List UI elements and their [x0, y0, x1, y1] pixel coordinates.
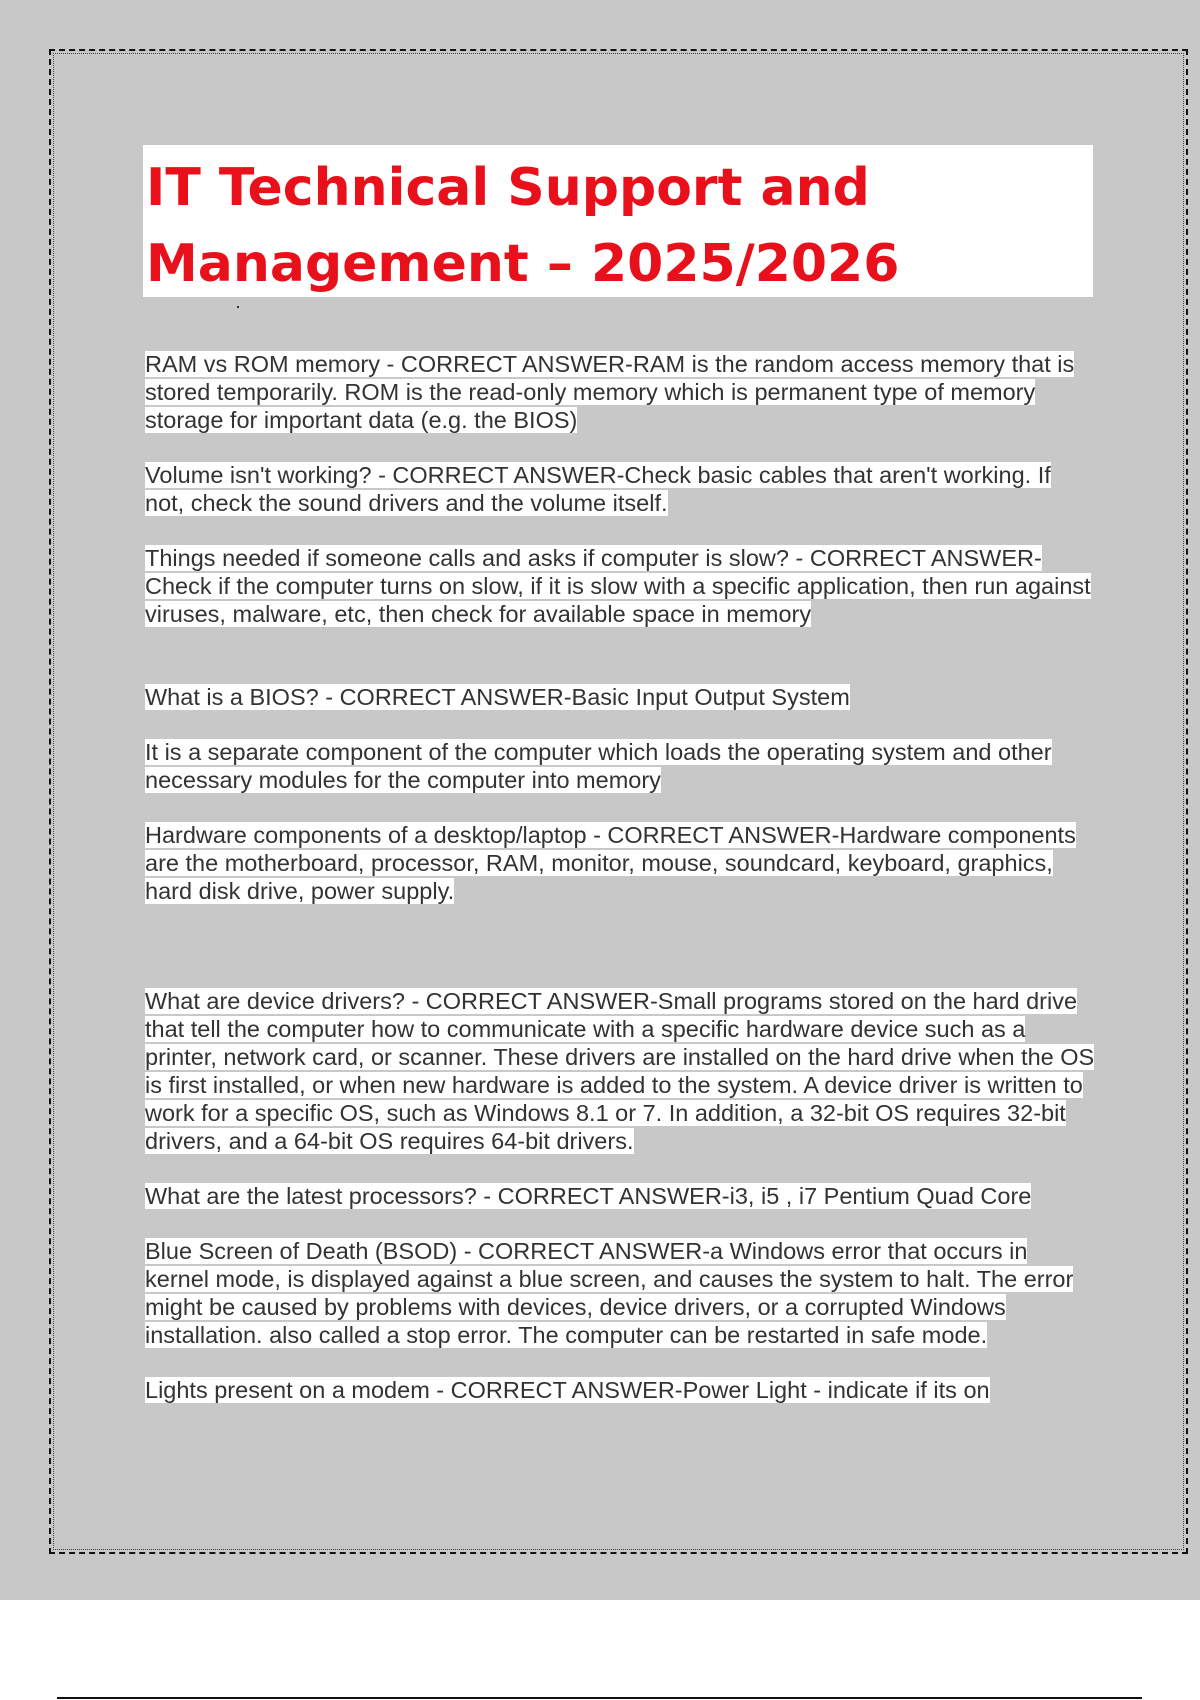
paragraph-hardware-components — [145, 821, 1095, 905]
paragraph-text: Things needed if someone calls and asks if computer is slow? - CORRECT ANSWER-Check if the computer turns on slow, if it is slow with a specific application, then run against viruses, malware, etc, then check for available space in memory — [145, 545, 1091, 627]
paragraph-volume — [145, 461, 1095, 517]
paragraph-text: Blue Screen of Death (BSOD) - CORRECT ANSWER-a Windows error that occurs in kernel mode, is displayed against a blue screen, and causes the system to halt. The error might be caused by problems with devices, device drivers, or a corrupted Windows installation. also called a stop error. The computer can be restarted in safe mode. — [145, 1238, 1074, 1348]
paragraph-text: What is a BIOS? - CORRECT ANSWER-Basic Input Output System — [145, 684, 850, 710]
paragraph-text: RAM vs ROM memory - CORRECT ANSWER-RAM is the random access memory that is stored temporarily. ROM is the read-only memory which is permanent type of memory storage for important data (e.g. the BIOS) — [145, 351, 1075, 433]
paragraph-text: Hardware components of a desktop/laptop - CORRECT ANSWER-Hardware components are the motherboard, processor, RAM, monitor, mouse, soundcard, keyboard, graphics, hard disk drive, power supply. — [145, 822, 1076, 904]
paragraph-text: Volume isn't working? - CORRECT ANSWER-Check basic cables that aren't working. If not, check the sound drivers and the volume itself. — [145, 462, 1051, 516]
paragraph-text: What are device drivers? - CORRECT ANSWER-Small programs stored on the hard drive that tell the computer how to communicate with a specific hardware device such as a printer, network card, or scanner. These drivers are installed on the hard drive when the OS is first installed, or when new hardware is added to the system. A device driver is written to work for a specific OS, such as Windows 8.1 or 7. In addition, a 32-bit OS requires 32-bit drivers, and a 64-bit OS requires 64-bit drivers. — [145, 988, 1095, 1154]
paragraph-text: What are the latest processors? - CORRECT ANSWER-i3, i5 , i7 Pentium Quad Core — [145, 1183, 1032, 1209]
paragraph-modem-lights — [145, 1376, 1095, 1404]
paragraph-what-is-bios — [145, 683, 1095, 711]
paragraph-computer-slow — [145, 544, 1095, 628]
document-body — [145, 350, 1095, 1404]
paragraph-bsod — [145, 1237, 1095, 1349]
bottom-rule — [57, 1697, 1142, 1699]
paragraph-device-drivers — [145, 987, 1095, 1155]
paragraph-text: It is a separate component of the computer which loads the operating system and other necessary modules for the computer into memory — [145, 739, 1052, 793]
paragraph-latest-processors — [145, 1182, 1095, 1210]
paragraph-ram-vs-rom — [145, 350, 1095, 434]
paragraph-bios-component — [145, 738, 1095, 794]
stray-dot — [237, 306, 239, 308]
document-title: IT Technical Support and Management – 2025/2026 — [146, 158, 900, 294]
paragraph-text: Lights present on a modem - CORRECT ANSWER-Power Light - indicate if its on — [145, 1377, 990, 1403]
